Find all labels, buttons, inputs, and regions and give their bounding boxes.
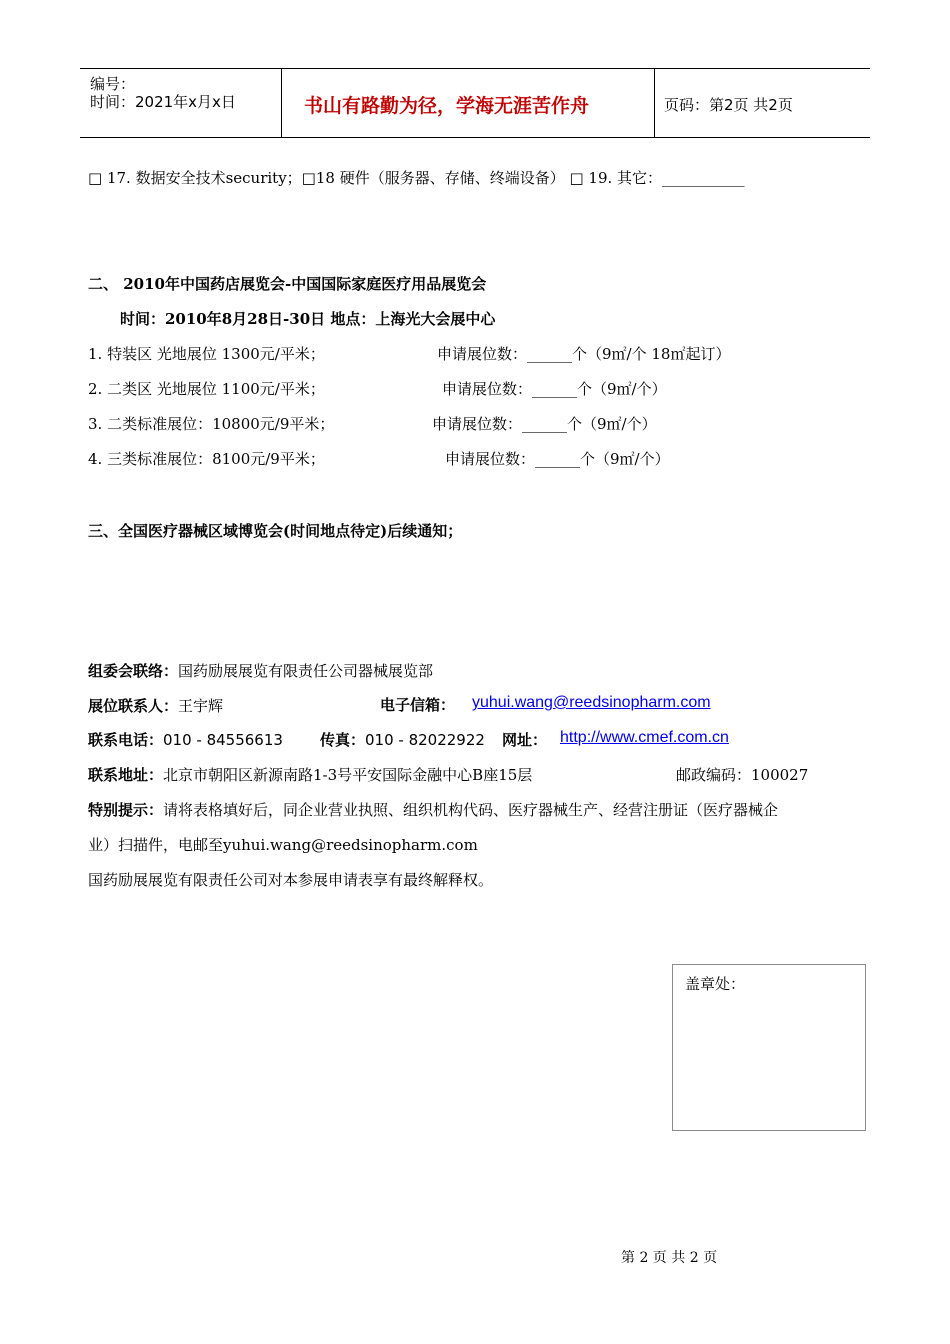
- email-link[interactable]: yuhui.wang@reedsinopharm.com: [472, 694, 711, 711]
- section2-title: 二、 2010年中国药店展览会-中国国际家庭医疗用品展览会: [88, 275, 487, 293]
- motto-text: 书山有路勤为径，学海无涯苦作舟: [304, 95, 590, 117]
- phone-line: [88, 729, 283, 750]
- page-info: 页码：第2页 共2页: [664, 96, 793, 114]
- seal-label: 盖章处：: [685, 975, 746, 993]
- person-label: 展位联系人：: [88, 697, 179, 715]
- booth-item-apply: 申请展位数：______个（9㎡/个 18㎡起订）: [437, 345, 731, 363]
- booth-item-apply: 申请展位数：______个（9㎡/个）: [432, 415, 657, 433]
- postcode: 邮政编码：100027: [676, 766, 809, 784]
- notice-text-continued: 业）扫描件，电邮至yuhui.wang@reedsinopharm.com: [88, 836, 478, 854]
- web-label: 网址：: [502, 731, 548, 749]
- fax-line: [320, 729, 485, 750]
- address-label: 联系地址：: [88, 766, 164, 784]
- checkbox-line: □ 17. 数据安全技术security；□18 硬件（服务器、存储、终端设备） □ 19. 其它：___________: [88, 169, 745, 187]
- date-label: 时间：2021年x月x日: [90, 93, 236, 111]
- notice-text: 请将表格填好后，同企业营业执照、组织机构代码、医疗器械生产、经营注册证（医疗器械企: [163, 801, 779, 819]
- booth-item-apply: 申请展位数：______个（9㎡/个）: [445, 450, 670, 468]
- fax-label: 传真：: [320, 731, 366, 749]
- email-label: 电子信箱：: [380, 696, 456, 714]
- seal-box: [672, 964, 866, 1131]
- header-left-cell: [80, 69, 282, 137]
- header-table: [80, 68, 870, 138]
- email-line: [380, 694, 455, 715]
- phone-label: 联系电话：: [88, 731, 164, 749]
- phone-value: 010 - 84556613: [163, 731, 283, 749]
- booth-item-apply: 申请展位数：______个（9㎡/个）: [442, 380, 667, 398]
- notice-label: 特别提示：: [88, 801, 164, 819]
- header-page-cell: [655, 69, 870, 137]
- fax-value: 010 - 82022922: [365, 731, 485, 749]
- section3-title: 三、全国医疗器械区域博览会(时间地点待定)后续通知；: [88, 522, 463, 540]
- page-footer: 第 2 页 共 2 页: [621, 1250, 718, 1266]
- rights-statement: 国药励展展览有限责任公司对本参展申请表享有最终解释权。: [88, 871, 494, 889]
- website-link[interactable]: http://www.cmef.com.cn: [560, 729, 729, 746]
- booth-item-label: 1. 特装区 光地展位 1300元/平米；: [88, 345, 325, 363]
- org-line: [88, 660, 433, 681]
- person-value: 王宇辉: [178, 697, 224, 715]
- notice-line: [88, 799, 778, 820]
- booth-item-label: 3. 二类标准展位：10800元/9平米；: [88, 415, 335, 433]
- web-line: [502, 729, 547, 750]
- address-value: 北京市朝阳区新源南路1-3号平安国际金融中心B座15层: [163, 766, 533, 784]
- booth-item-label: 2. 二类区 光地展位 1100元/平米；: [88, 380, 325, 398]
- person-line: [88, 695, 223, 716]
- booth-item-label: 4. 三类标准展位：8100元/9平米；: [88, 450, 325, 468]
- section2-subtitle: 时间：2010年8月28日-30日 地点：上海光大会展中心: [120, 310, 496, 328]
- org-value: 国药励展展览有限责任公司器械展览部: [178, 662, 434, 680]
- org-label: 组委会联络：: [88, 662, 179, 680]
- address-line: [88, 764, 532, 785]
- header-motto-cell: [282, 69, 655, 137]
- number-label: 编号：: [90, 75, 136, 93]
